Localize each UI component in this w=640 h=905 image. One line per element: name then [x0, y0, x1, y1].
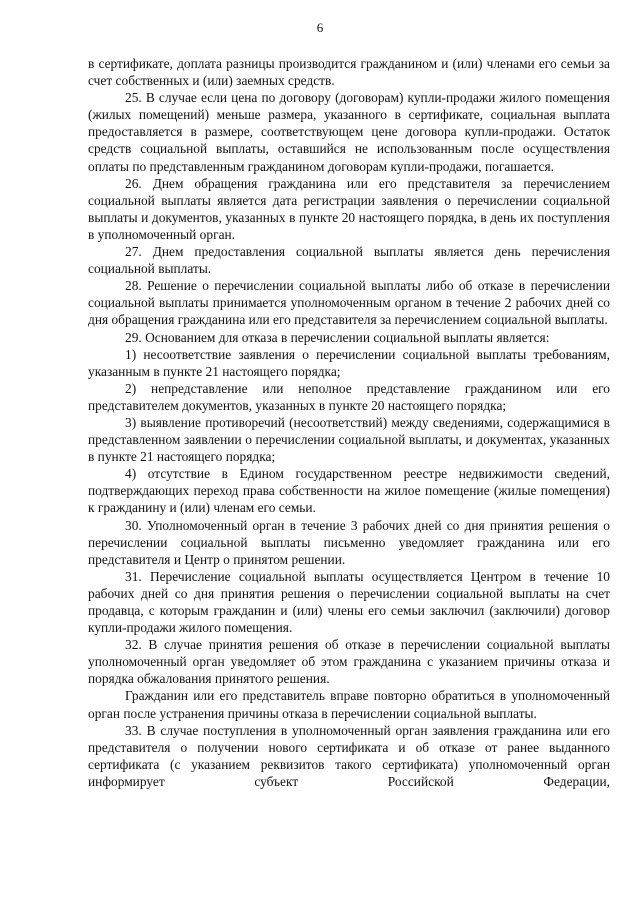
paragraph: 32. В случае принятия решения об отказе в перечислении социальной выплаты уполномоченный орган уведомляет об этом гражданина с указанием причины отказа и порядка обжалования принятого решения. [88, 637, 610, 687]
paragraph: в сертификате, доплата разницы производится гражданином и (или) членами его семьи за счет собственных и (или) заемных средств. [88, 56, 610, 89]
paragraph: 29. Основанием для отказа в перечислении социальной выплаты является: [125, 329, 550, 345]
paragraph: 26. Днем обращения гражданина или его представителя за перечислением социальной выплаты является дата регистрации заявления о перечислении социальной выплаты и документов, указанных в пункте 20 настоящего порядка, в день их поступления в уполномоченный орган. [88, 175, 610, 242]
paragraph: 1) несоответствие заявления о перечислении социальной выплаты требованиям, указанным в пункте 21 настоящего порядка; [88, 346, 610, 379]
paragraph: 25. В случае если цена по договору (договорам) купли-продажи жилого помещения (жилых помещений) меньше размера, указанного в сертификате, социальная выплата предоставляется в размере, соответствующем цене договора купли-продажи. Остаток средств социальной выплаты, оставшийся не использованным после осуществления оплаты по представленным гражданином договорам купли-продажи, погашается. [88, 90, 610, 174]
paragraph: 33. В случае поступления в уполномоченный орган заявления гражданина или его представителя о получении нового сертификата и об отказе от ранее выданного сертификата (с указанием реквизитов такого сертификата) уполномоченный орган информирует субъект Российской Федерации, [88, 722, 610, 789]
paragraph: 31. Перечисление социальной выплаты осуществляется Центром в течение 10 рабочих дней со дня принятия решения о перечислении социальной выплаты на счет продавца, с которым гражданин и (или) члены его семьи заключил (заключили) договор купли-продажи жилого помещения. [88, 568, 610, 636]
paragraph: 4) отсутствие в Едином государственном реестре недвижимости сведений, подтверждающих переход права собственности на жилое помещение (жилые помещения) к гражданину и (или) членам его семьи. [88, 466, 610, 516]
paragraph: 30. Уполномоченный орган в течение 3 рабочих дней со дня принятия решения о перечислении социальной выплаты письменно уведомляет гражданина или его представителя и Центр о принятом решении. [88, 517, 610, 567]
page-number: 6 [316, 20, 324, 35]
paragraph: Гражданин или его представитель вправе повторно обратиться в уполномоченный орган после устранения причины отказа в перечислении социальной выплаты. [88, 688, 610, 721]
paragraph: 27. Днем предоставления социальной выплаты является день перечисления социальной выплаты. [88, 244, 610, 277]
document-body [88, 55, 610, 790]
paragraph: 2) непредставление или неполное представление гражданином или его представителем документов, указанных в пункте 20 настоящего порядка; [88, 380, 610, 413]
paragraph: 3) выявление противоречий (несоответствий) между сведениями, содержащимися в представленном заявлении о перечислении социальной выплаты, и документах, указанных в пункте 21 настоящего порядка; [88, 414, 610, 465]
paragraph: 28. Решение о перечислении социальной выплаты либо об отказе в перечислении социальной выплаты принимается уполномоченным органом в течение 2 рабочих дней со дня обращения гражданина или его представителя за перечислением социальной выплаты. [88, 278, 610, 328]
